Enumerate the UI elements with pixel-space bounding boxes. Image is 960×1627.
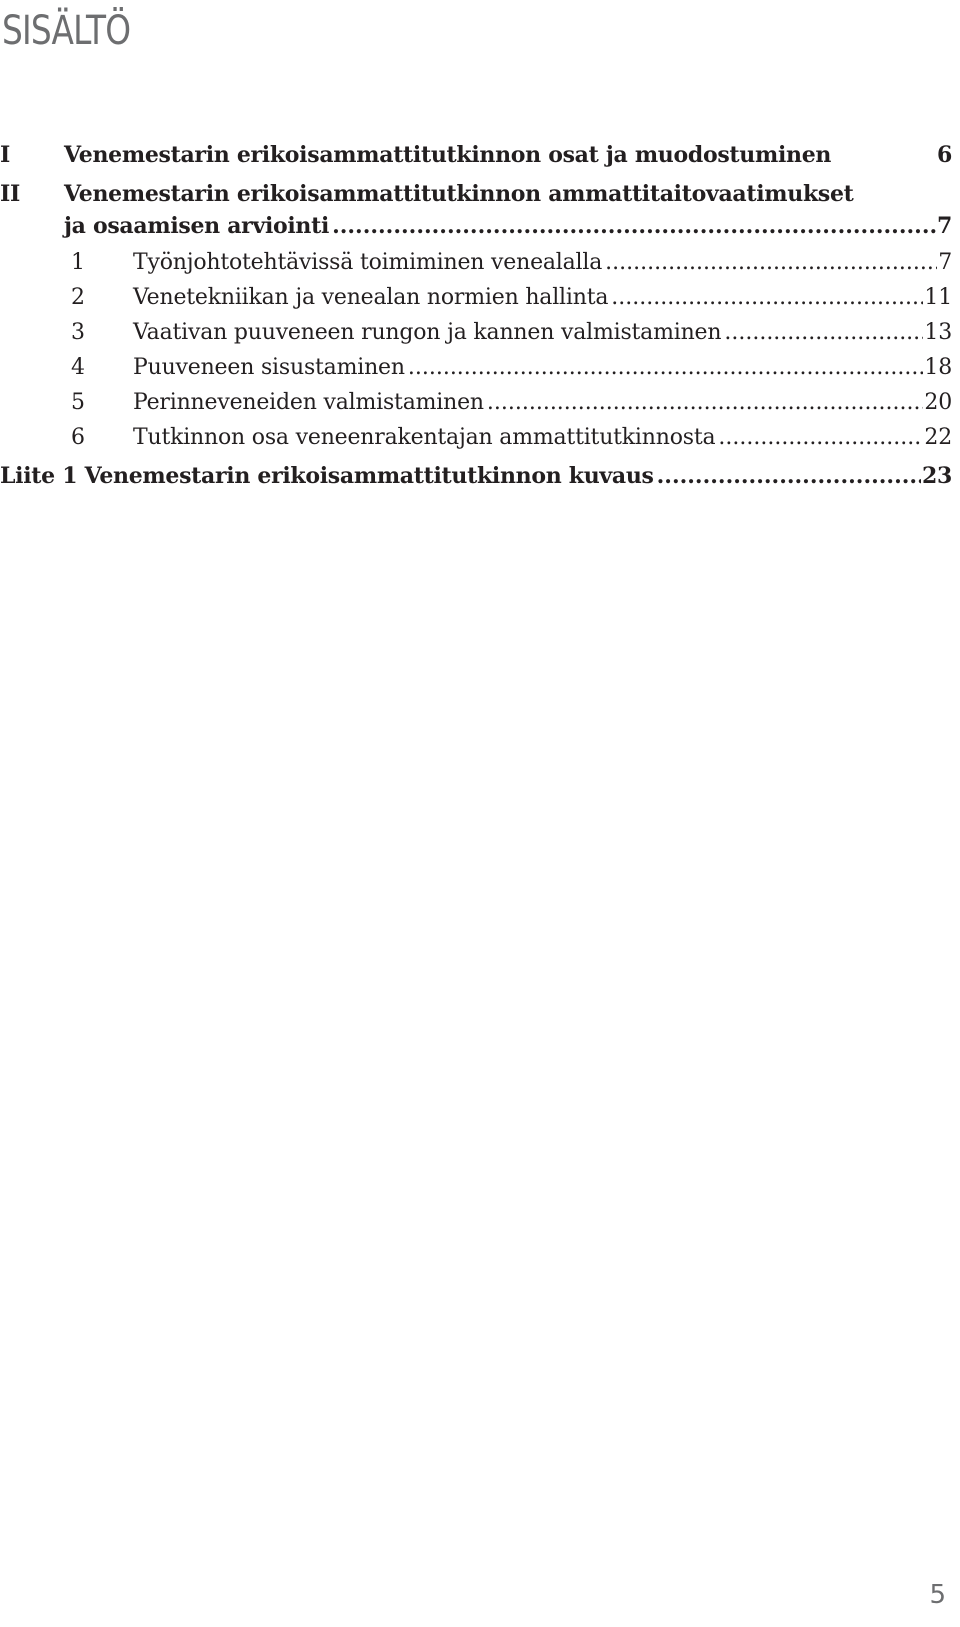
toc-section-5-line bbox=[133, 386, 952, 420]
toc-section-5-number: 5 bbox=[71, 390, 85, 415]
toc-section-3[interactable] bbox=[0, 316, 952, 350]
toc-section-3-number: 3 bbox=[71, 320, 85, 345]
toc-appendix-leader bbox=[657, 459, 921, 493]
toc-section-4-number: 4 bbox=[71, 355, 85, 380]
toc-appendix-title: Liite 1 Venemestarin erikoisammattitutkinnon kuvaus bbox=[0, 463, 654, 489]
toc-appendix-page: 23 bbox=[921, 463, 952, 489]
toc-part-1-page: 6 bbox=[936, 142, 952, 168]
toc-section-5-title: Perinneveneiden valmistaminen bbox=[133, 390, 484, 415]
toc-section-4[interactable] bbox=[0, 351, 952, 385]
toc-section-6-leader bbox=[718, 421, 923, 455]
toc-part-2-title-line-2: ja osaamisen arviointi bbox=[64, 213, 330, 239]
toc-part-2-page: 7 bbox=[936, 213, 952, 239]
toc-section-2[interactable] bbox=[0, 281, 952, 315]
toc-part-1-number: I bbox=[0, 142, 10, 168]
toc-section-6-page: 22 bbox=[924, 425, 952, 450]
toc-section-1-title: Työnjohtotehtävissä toimiminen venealalla bbox=[133, 250, 603, 275]
toc-section-4-leader bbox=[408, 351, 924, 385]
toc-section-1-number: 1 bbox=[71, 250, 85, 275]
toc-section-5-leader bbox=[487, 386, 924, 420]
toc-section-3-leader bbox=[724, 316, 923, 350]
toc-section-6-title: Tutkinnon osa veneenrakentajan ammattitutkinnosta bbox=[133, 425, 716, 450]
toc-section-1-line bbox=[133, 246, 952, 280]
toc-part-2-title-line-1: Venemestarin erikoisammattitutkinnon ammattitaitovaatimukset bbox=[64, 181, 854, 207]
toc-section-2-number: 2 bbox=[71, 285, 85, 310]
toc-part-1-line bbox=[64, 138, 952, 172]
page-title: SISÄLTÖ bbox=[2, 8, 131, 54]
toc-section-2-page: 11 bbox=[924, 285, 952, 310]
toc-section-2-line bbox=[133, 281, 952, 315]
toc-part-1[interactable] bbox=[0, 138, 952, 172]
toc-section-6-number: 6 bbox=[71, 425, 85, 450]
toc-section-3-line bbox=[133, 316, 952, 350]
toc-part-2[interactable] bbox=[0, 177, 952, 211]
toc-section-5[interactable] bbox=[0, 386, 952, 420]
toc-section-2-title: Venetekniikan ja venealan normien hallinta bbox=[133, 285, 609, 310]
toc-section-6-line bbox=[133, 421, 952, 455]
toc-part-2-line-2 bbox=[64, 209, 952, 243]
toc-section-2-leader bbox=[611, 281, 923, 315]
toc-section-3-page: 13 bbox=[924, 320, 952, 345]
toc-part-2-line-1 bbox=[64, 177, 854, 211]
toc-section-6[interactable] bbox=[0, 421, 952, 455]
toc-section-1[interactable] bbox=[0, 246, 952, 280]
toc-part-1-title: Venemestarin erikoisammattitutkinnon osat ja muodostuminen bbox=[64, 142, 832, 168]
toc-appendix-1[interactable] bbox=[0, 459, 952, 493]
toc-section-1-page: 7 bbox=[938, 250, 952, 275]
toc-section-4-page: 18 bbox=[924, 355, 952, 380]
toc-section-3-title: Vaativan puuveneen rungon ja kannen valmistaminen bbox=[133, 320, 722, 345]
toc-part-2-continued[interactable] bbox=[0, 209, 952, 243]
toc-section-4-line bbox=[133, 351, 952, 385]
toc-section-1-leader bbox=[605, 246, 937, 280]
page-number: 5 bbox=[929, 1580, 946, 1610]
toc-section-4-title: Puuveneen sisustaminen bbox=[133, 355, 405, 380]
toc-part-2-number: II bbox=[0, 181, 20, 207]
toc-section-5-page: 20 bbox=[924, 390, 952, 415]
toc-appendix-line bbox=[0, 459, 952, 493]
toc-part-2-leader bbox=[332, 209, 936, 243]
